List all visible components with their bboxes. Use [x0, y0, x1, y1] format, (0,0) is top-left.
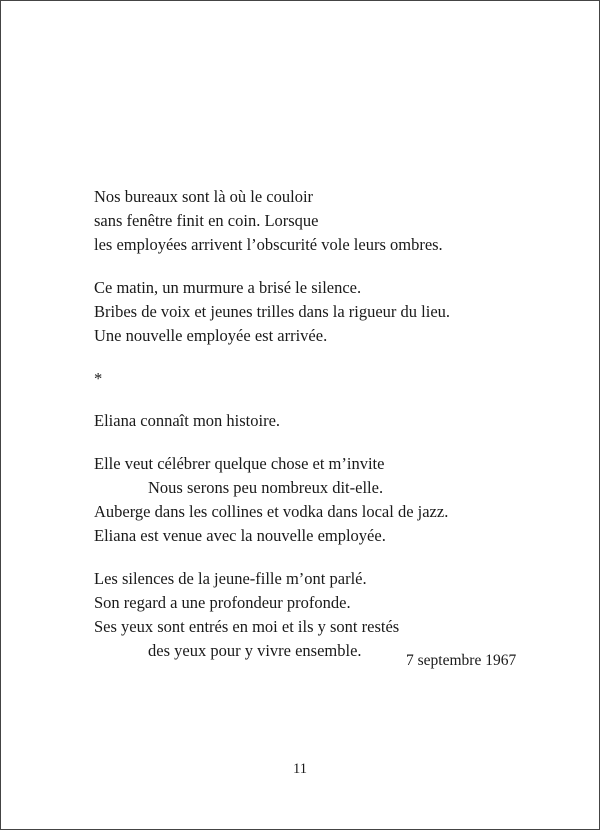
page-number: 11 — [293, 761, 307, 777]
poem-line: Eliana connaît mon histoire. — [94, 411, 281, 430]
stanza-2 — [94, 276, 534, 348]
poem-line: Les silences de la jeune-fille m’ont parlé. — [94, 569, 367, 588]
poem-line: Nos bureaux sont là où le couloir — [94, 187, 314, 206]
poem-line: Une nouvelle employée est arrivée. — [94, 326, 328, 345]
poem-line-indented: Nous serons peu nombreux dit-elle. — [148, 478, 384, 497]
poem-line: Son regard a une profondeur profonde. — [94, 593, 351, 612]
poem-line: sans fenêtre finit en coin. Lorsque — [94, 211, 319, 230]
poem-line: les employées arrivent l’obscurité vole leurs ombres. — [94, 235, 443, 254]
stanza-3 — [94, 409, 534, 433]
poem-line: Ce matin, un murmure a brisé le silence. — [94, 278, 362, 297]
poem-date: 7 septembre 1967 — [406, 652, 517, 669]
poem-line: Ses yeux sont entrés en moi et ils y sont restés — [94, 617, 400, 636]
poem — [94, 185, 534, 682]
stanza-4 — [94, 452, 534, 548]
poem-line-indented: des yeux pour y vivre ensemble. — [148, 641, 362, 660]
poem-line: Eliana est venue avec la nouvelle employée. — [94, 526, 386, 545]
stanza-1 — [94, 185, 534, 257]
poem-line: Auberge dans les collines et vodka dans local de jazz. — [94, 502, 449, 521]
poem-line: Bribes de voix et jeunes trilles dans la rigueur du lieu. — [94, 302, 451, 321]
section-separator — [94, 367, 534, 391]
poem-line: Elle veut célébrer quelque chose et m’invite — [94, 454, 385, 473]
asterisk-separator: * — [94, 369, 103, 388]
